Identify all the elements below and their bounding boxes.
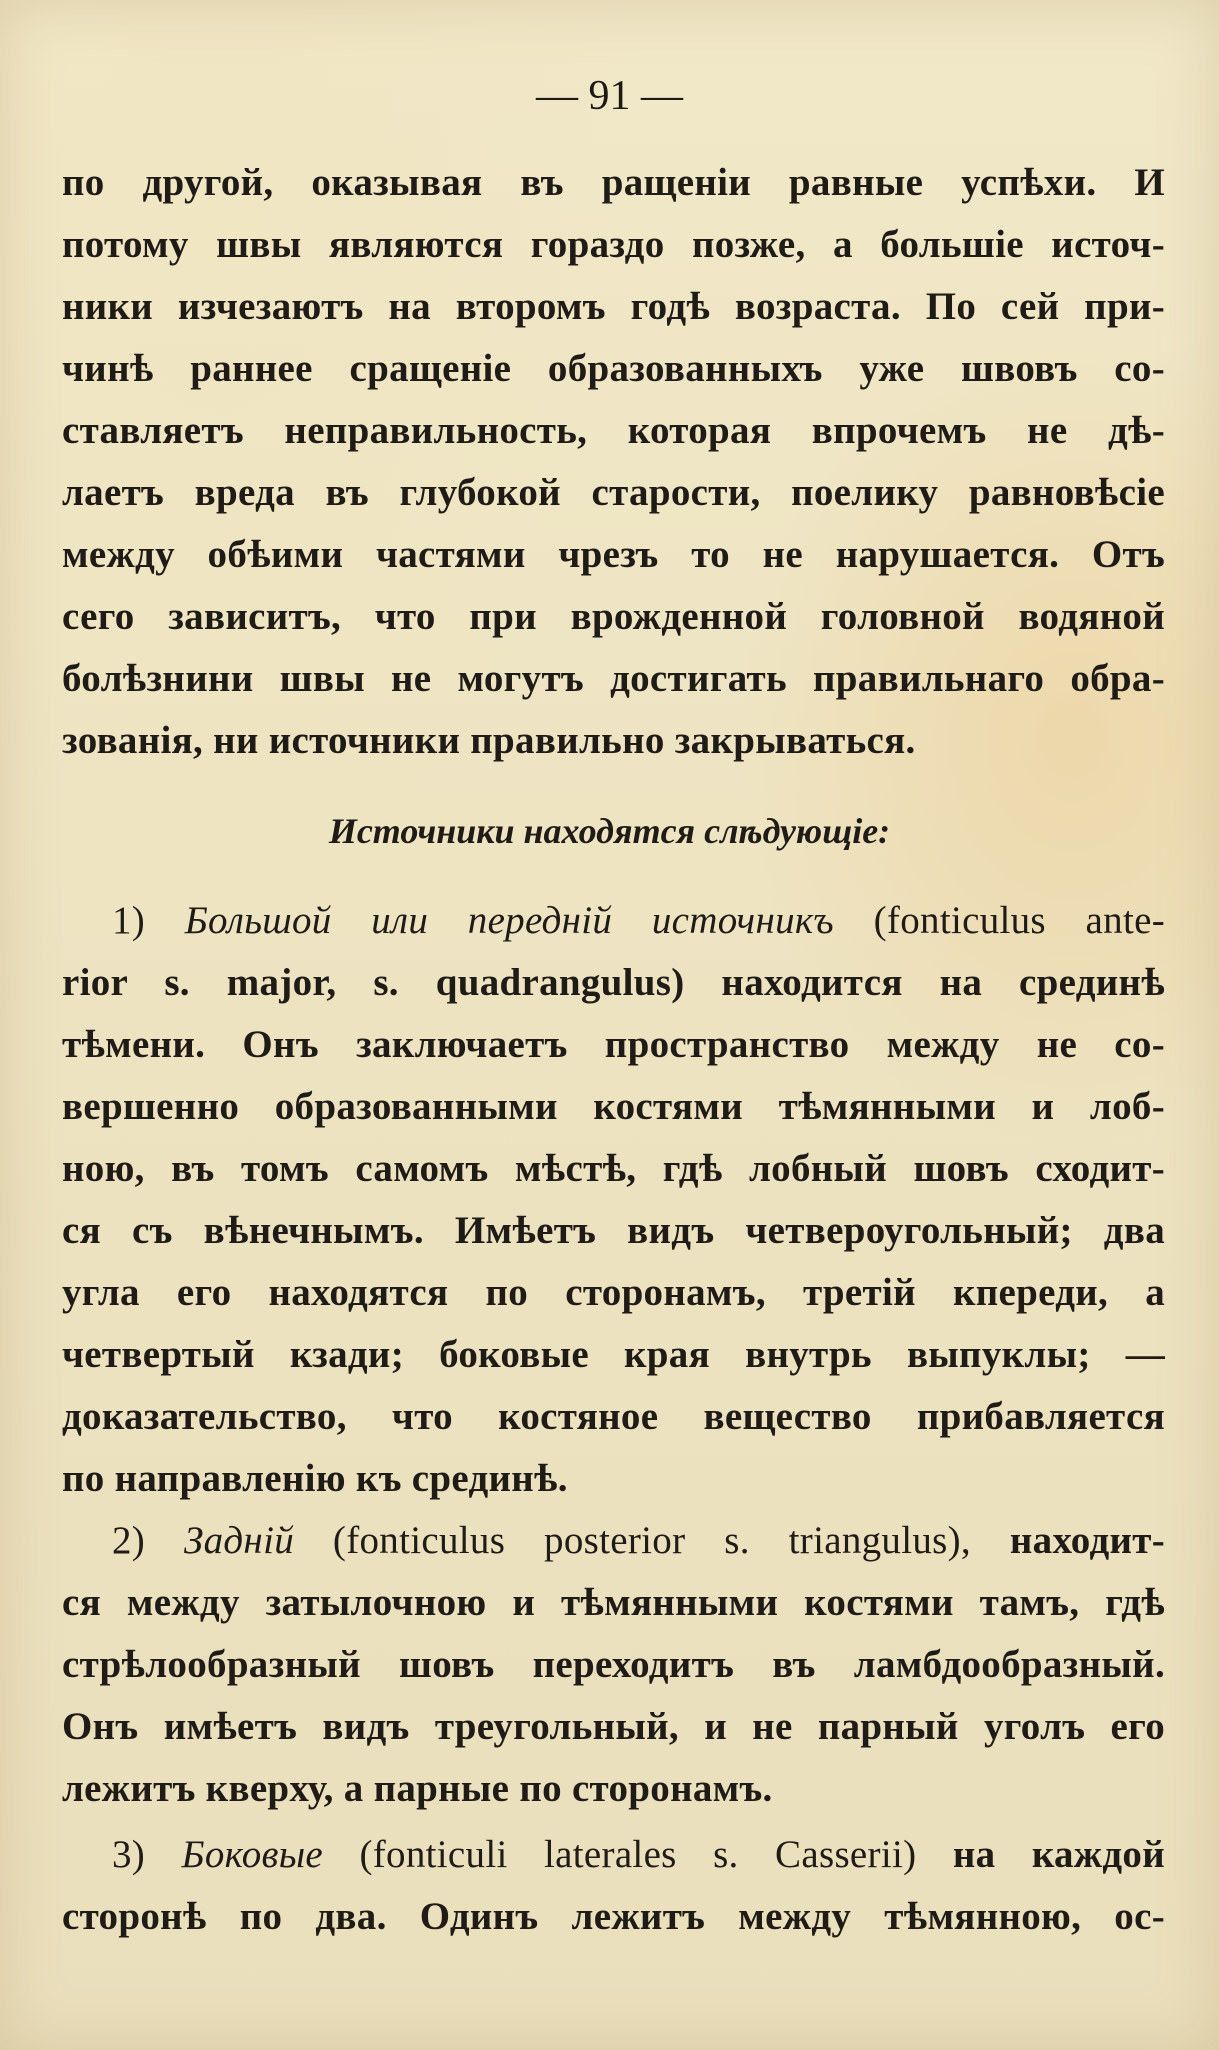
paragraph-line: ною, въ томъ самомъ мѣстѣ, гдѣ лобный шовъ сходит- [62,1147,1165,1190]
item-title: Задній [183,1519,295,1562]
paragraph-line: сего зависитъ, что при врожденной головной водяной [62,595,1165,638]
paragraph-line: угла его находятся по сторонамъ, третій кпереди, а [62,1271,1165,1314]
paragraph-line: сторонѣ по два. Одинъ лежитъ между тѣмянною, ос- [62,1895,1165,1938]
paragraph-line: ставляетъ неправильность, которая впрочемъ не дѣ- [62,409,1165,452]
paragraph-line: доказательство, что костяное вещество прибавляется [62,1395,1165,1438]
paragraph-line: четвертый кзади; боковые края внутрь выпуклы; — [62,1333,1165,1376]
item-number: 2) [112,1519,146,1562]
paragraph-line: между обѣими частями чрезъ то не нарушается. Отъ [62,533,1165,576]
paragraph-line: тѣмени. Онъ заключаетъ пространство между не со- [62,1023,1165,1066]
paragraph-line: вершенно образованными костями тѣмянными и лоб- [62,1085,1165,1128]
item-latin: (fonticulus ante- [873,899,1165,942]
paragraph-line: потому швы являются гораздо позже, а большіе источ- [62,223,1165,266]
paragraph-line: по направленію къ срединѣ. [62,1457,568,1500]
item-title: Большой или передній источникъ [184,899,834,942]
paragraph-line: лаетъ вреда въ глубокой старости, поелику равновѣсіе [62,471,1165,514]
paragraph-line: лежитъ кверху, а парные по сторонамъ. [62,1767,773,1810]
item-text: находит- [1009,1519,1165,1562]
item-number: 1) [112,899,146,942]
paragraph-line: стрѣлообразный шовъ переходитъ въ ламбдообразный. [62,1643,1165,1686]
item-latin: (fonticuli laterales s. Casserii) [359,1833,917,1876]
item-number: 3) [112,1833,146,1876]
section-subheading: Источники находятся слѣдующіе: [328,811,891,851]
list-item-3-first-line [112,1832,1165,1877]
paragraph-line: rior s. major, s. quadrangulus) находится на срединѣ [62,961,1165,1004]
paragraph-line: Онъ имѣетъ видъ треугольный, и не парный уголъ его [62,1705,1165,1748]
paragraph-line: чинѣ раннее сращеніе образованныхъ уже швовъ со- [62,347,1165,390]
paragraph-line: ся съ вѣнечнымъ. Имѣетъ видъ четвероугольный; два [62,1209,1165,1252]
page-number: — 91 — [536,73,683,119]
list-item-1-first-line [112,898,1165,943]
list-item-2-first-line [112,1518,1165,1563]
paragraph-line: ники изчезаютъ на второмъ годѣ возраста. По сей при- [62,285,1165,328]
paragraph-line: зованія, ни источники правильно закрываться. [62,719,916,762]
item-title: Боковые [181,1833,324,1876]
item-text: на каждой [952,1833,1165,1876]
paragraph-line: по другой, оказывая въ ращеніи равные успѣхи. И [62,161,1165,204]
item-latin: (fonticulus posterior s. triangulus), [332,1519,971,1562]
paragraph-line: болѣзнини швы не могутъ достигать правильнаго обра- [62,657,1165,700]
paragraph-line: ся между затылочною и тѣмянными костями тамъ, гдѣ [62,1581,1165,1624]
